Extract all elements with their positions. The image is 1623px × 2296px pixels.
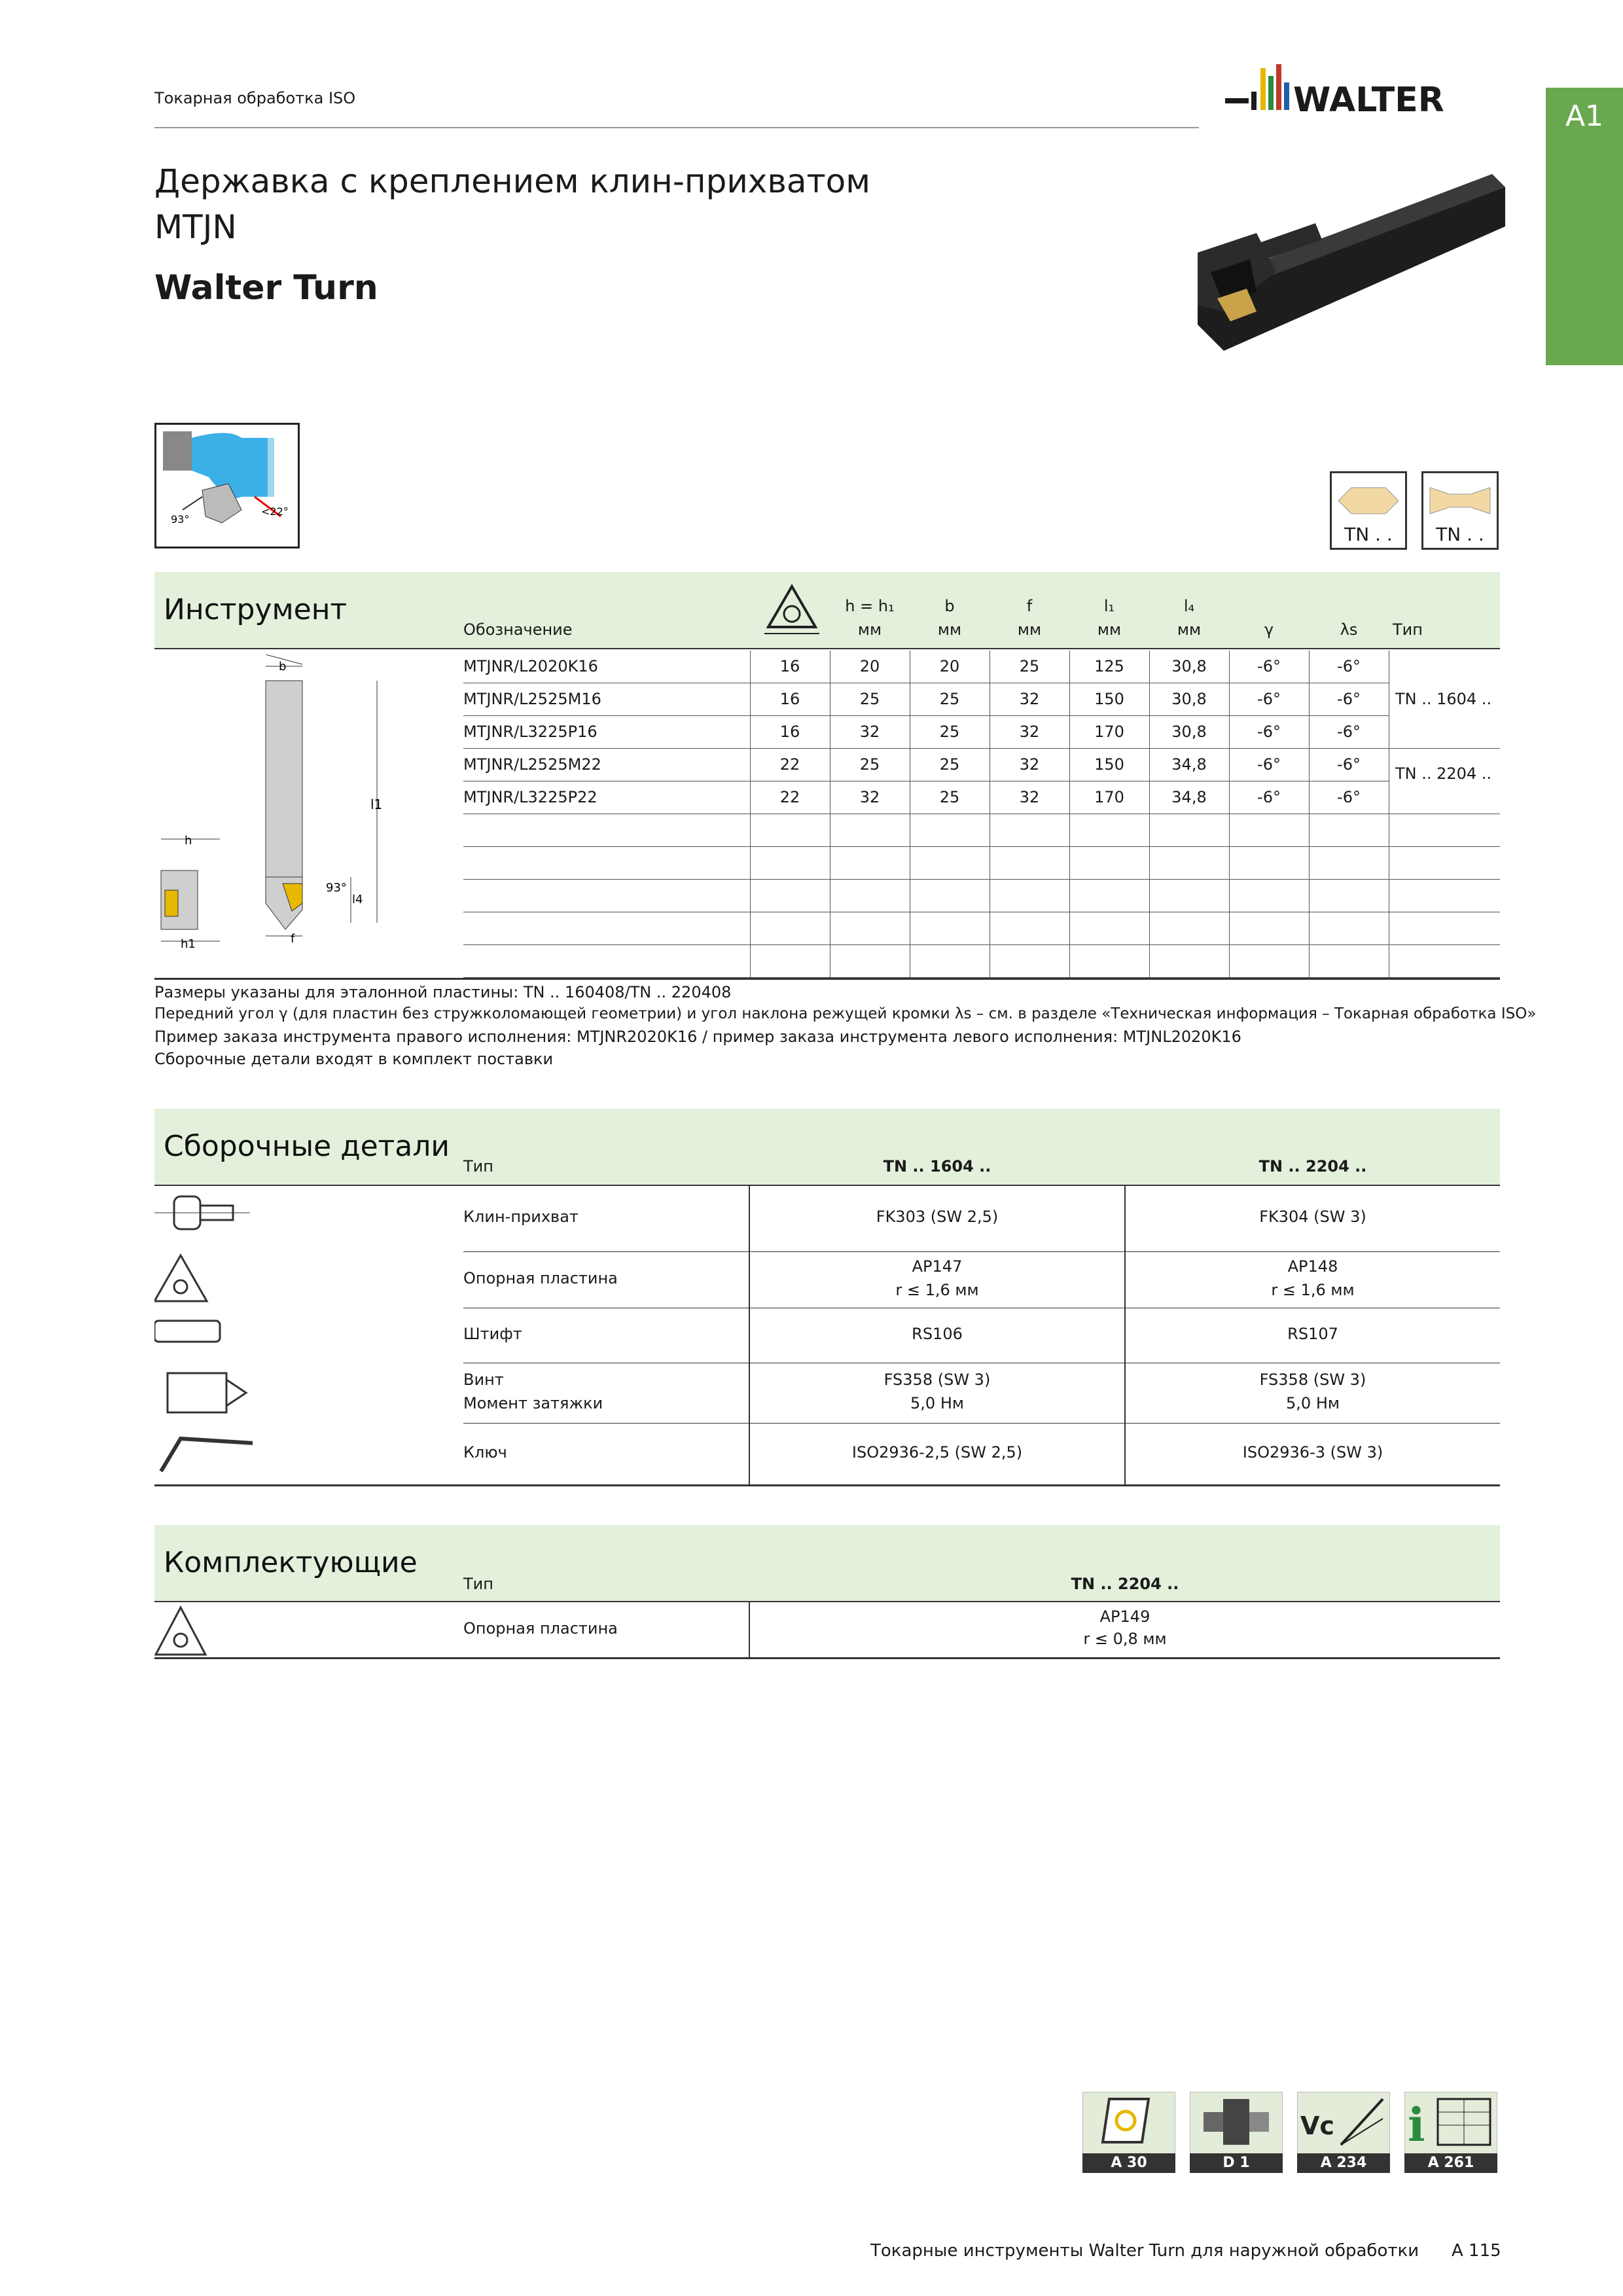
assembly-cell-b: FS358 (SW 3) <box>1259 1371 1366 1389</box>
assembly-cell-b: AP148 <box>1287 1257 1338 1276</box>
tool-cell-l1: 150 <box>1094 690 1124 708</box>
tool-col-line <box>1309 651 1310 978</box>
insert-icon-2 <box>1421 471 1499 550</box>
tool-cell-b: 25 <box>939 755 960 774</box>
tool-cell-l4: 30,8 <box>1171 657 1207 675</box>
application-diagram <box>154 423 300 548</box>
clamp-icon <box>154 1196 250 1229</box>
tool-cell-lambda: -6° <box>1337 657 1361 675</box>
accessories-col-a: TN .. 2204 .. <box>1071 1575 1179 1593</box>
tool-cell-gamma: -6° <box>1257 657 1281 675</box>
assembly-cell-b2: 5,0 Нм <box>1286 1394 1340 1412</box>
tool-cell-l1: 150 <box>1094 755 1124 774</box>
ref-a30[interactable]: A 30 <box>1082 2153 1175 2173</box>
tool-cell-lambda: -6° <box>1337 755 1361 774</box>
note-4: Сборочные детали входят в комплект поставки <box>154 1050 554 1068</box>
ref-a234[interactable]: A 234 <box>1297 2153 1390 2173</box>
tool-row-designation: MTJNR/L2020K16 <box>463 657 598 675</box>
tool-col-header-unit: мм <box>1097 620 1122 639</box>
assembly-divider-2 <box>1124 1185 1126 1484</box>
note-1: Размеры указаны для эталонной пластины: TN .. 160408/TN .. 220408 <box>154 983 732 1001</box>
assembly-cell-a: RS106 <box>912 1325 963 1343</box>
tool-cell-l1: 170 <box>1094 723 1124 741</box>
tool-cell-f: 32 <box>1019 788 1040 806</box>
tool-cell-ic: 22 <box>779 788 800 806</box>
tool-col-header-unit: мм <box>857 620 882 639</box>
accessories-bottom-line <box>154 1657 1500 1659</box>
tool-col-header-unit: мм <box>1177 620 1202 639</box>
header-divider <box>154 127 1199 128</box>
tool-col-line <box>1149 651 1150 978</box>
dim-f-label: f <box>291 932 295 946</box>
section-title: Токарная обработка ISO <box>154 89 356 107</box>
tool-col-header-unit: мм <box>937 620 962 639</box>
chapter-tab <box>1546 88 1623 365</box>
tool-cell-ic: 16 <box>779 690 800 708</box>
tool-cell-b: 25 <box>939 788 960 806</box>
tool-header-line <box>154 648 1500 649</box>
tool-cell-h: 32 <box>859 788 880 806</box>
tool-cell-l1: 125 <box>1094 657 1124 675</box>
tool-cell-l4: 30,8 <box>1171 690 1207 708</box>
assembly-col-b: TN .. 2204 .. <box>1258 1157 1367 1175</box>
assembly-header-line <box>154 1185 1500 1186</box>
tool-cell-l4: 34,8 <box>1171 755 1207 774</box>
ref-a261[interactable]: A 261 <box>1404 2153 1497 2173</box>
dim-l1-label: l1 <box>370 797 383 812</box>
assembly-cell-a: FK303 (SW 2,5) <box>876 1208 999 1226</box>
tool-col-header-unit: λs <box>1340 620 1358 639</box>
tool-cell-gamma: -6° <box>1257 755 1281 774</box>
svg-text:i: i <box>1408 2098 1425 2151</box>
accessory-shim-icon <box>154 1605 208 1659</box>
tool-bottom-line <box>154 978 1500 980</box>
tool-row-line <box>463 944 1500 945</box>
assembly-col-a: TN .. 1604 .. <box>883 1157 991 1175</box>
tool-cell-b: 25 <box>939 723 960 741</box>
tool-section-heading: Инструмент <box>164 593 348 626</box>
tool-cell-h: 25 <box>859 690 880 708</box>
tool-cell-f: 32 <box>1019 723 1040 741</box>
tool-cell-b: 20 <box>939 657 960 675</box>
dim-angle-label: 93° <box>326 881 347 895</box>
tool-row-designation: MTJNR/L3225P16 <box>463 723 597 741</box>
tool-col-header-unit: мм <box>1017 620 1042 639</box>
tool-cell-gamma: -6° <box>1257 690 1281 708</box>
dim-h-label: h <box>185 834 192 848</box>
tool-cell-lambda: -6° <box>1337 690 1361 708</box>
accessories-divider <box>749 1601 750 1657</box>
accessory-row-a2: r ≤ 0,8 мм <box>1083 1630 1167 1648</box>
accessory-row-name: Опорная пластина <box>463 1619 618 1638</box>
tool-cell-l1: 170 <box>1094 788 1124 806</box>
tool-col-header-top: b <box>944 597 955 615</box>
tool-cell-h: 20 <box>859 657 880 675</box>
tool-cell-ic: 16 <box>779 657 800 675</box>
key-icon <box>161 1439 253 1471</box>
tool-holder-image <box>1185 161 1505 397</box>
tool-col-line <box>1069 651 1070 978</box>
note-2: Передний угол γ (для пластин без стружколомающей геометрии) и угол наклона режущей кромки λs – см. в разделе «Техническая информация – Токарная обработка ISO» <box>154 1005 1537 1022</box>
assembly-divider-1 <box>749 1185 750 1484</box>
assembly-row-line <box>463 1251 1500 1252</box>
tool-type-group-2: TN .. 2204 .. <box>1395 764 1492 783</box>
accessories-section-heading: Комплектующие <box>164 1546 418 1579</box>
assembly-row-name2: Момент затяжки <box>463 1394 603 1412</box>
walter-logo <box>1225 63 1500 122</box>
footer-text: Токарные инструменты Walter Turn для наружной обработки <box>870 2241 1419 2261</box>
tool-cell-lambda: -6° <box>1337 723 1361 741</box>
assembly-cell-b: ISO2936-3 (SW 3) <box>1242 1443 1383 1462</box>
accessory-row-a: AP149 <box>1099 1607 1150 1626</box>
assembly-row-name: Штифт <box>463 1325 522 1343</box>
page-number: A 115 <box>1452 2241 1501 2261</box>
tool-cell-f: 32 <box>1019 690 1040 708</box>
page-title: Державка с креплением клин-прихватом <box>154 162 870 200</box>
tool-cell-ic: 22 <box>779 755 800 774</box>
shim-icon <box>154 1255 207 1301</box>
tool-cell-gamma: -6° <box>1257 723 1281 741</box>
tool-col-line <box>1229 651 1230 978</box>
assembly-section-heading: Сборочные детали <box>164 1130 450 1163</box>
tool-row-line <box>463 846 1500 847</box>
product-line: Walter Turn <box>154 268 378 308</box>
page-subtitle: MTJN <box>154 208 237 246</box>
assembly-row-name: Опорная пластина <box>463 1269 618 1287</box>
dim-b-label: b <box>279 660 287 673</box>
tool-col-header-top: l₁ <box>1103 597 1115 615</box>
accessories-header-line <box>154 1601 1500 1602</box>
assembly-row-line <box>463 1423 1500 1424</box>
insert-ic-icon <box>764 583 819 637</box>
col-designation: Обозначение <box>463 620 573 639</box>
assembly-cell-a: ISO2936-2,5 (SW 2,5) <box>851 1443 1023 1462</box>
tool-row-designation: MTJNR/L3225P22 <box>463 788 597 806</box>
dim-l4-label: l4 <box>352 893 363 906</box>
tool-col-header-unit: γ <box>1264 620 1274 639</box>
tool-dimension-drawing <box>154 655 390 969</box>
ref-d1[interactable]: D 1 <box>1190 2153 1283 2173</box>
accessories-col-type: Тип <box>463 1575 493 1593</box>
tool-cell-l4: 34,8 <box>1171 788 1207 806</box>
insert-icon-2-label: TN . . <box>1436 524 1484 545</box>
tool-cell-f: 32 <box>1019 755 1040 774</box>
assembly-cell-a: AP147 <box>912 1257 963 1276</box>
assembly-cell-a2: 5,0 Нм <box>910 1394 964 1412</box>
assembly-row-line <box>154 1484 1500 1486</box>
assembly-cell-b: RS107 <box>1287 1325 1338 1343</box>
tool-col-type: Тип <box>1393 620 1423 639</box>
approach-angle-label: 93° <box>171 513 190 526</box>
tool-cell-gamma: -6° <box>1257 788 1281 806</box>
tool-row-line <box>463 748 1389 749</box>
tool-col-header-top: l₄ <box>1183 597 1195 615</box>
svg-text:Vc: Vc <box>1300 2111 1334 2140</box>
tool-cell-h: 25 <box>859 755 880 774</box>
screw-icon <box>168 1373 246 1412</box>
tool-row-designation: MTJNR/L2525M22 <box>463 755 601 774</box>
dim-h1-label: h1 <box>181 937 196 951</box>
tool-cell-f: 25 <box>1019 657 1040 675</box>
assembly-row-name: Винт <box>463 1371 504 1389</box>
tool-row-line <box>463 879 1500 880</box>
assembly-icons <box>154 1190 253 1478</box>
tool-col-line <box>750 651 751 978</box>
tool-cell-ic: 16 <box>779 723 800 741</box>
assembly-row-name: Клин-прихват <box>463 1208 579 1226</box>
pin-icon <box>154 1321 220 1342</box>
assembly-cell-a: FS358 (SW 3) <box>883 1371 991 1389</box>
note-3: Пример заказа инструмента правого исполнения: MTJNR2020K16 / пример заказа инструмента левого исполнения: MTJNL2020K16 <box>154 1028 1241 1046</box>
tool-row-line <box>463 715 1389 716</box>
tool-cell-l4: 30,8 <box>1171 723 1207 741</box>
tool-cell-b: 25 <box>939 690 960 708</box>
insert-icon-1-label: TN . . <box>1344 524 1393 545</box>
assembly-cell-b: FK304 (SW 3) <box>1259 1208 1366 1226</box>
tool-cell-lambda: -6° <box>1337 788 1361 806</box>
assembly-row-name: Ключ <box>463 1443 507 1462</box>
chapter-tab-label: A1 <box>1565 99 1604 133</box>
tool-col-header-top: h = h₁ <box>845 597 895 615</box>
tool-cell-h: 32 <box>859 723 880 741</box>
brand-text: WALTER <box>1293 81 1444 120</box>
assembly-cell-a2: r ≤ 1,6 мм <box>895 1281 979 1299</box>
tool-type-sep <box>1389 748 1500 749</box>
tool-col-header-top: f <box>1026 597 1033 615</box>
tool-row-designation: MTJNR/L2525M16 <box>463 690 601 708</box>
tool-type-group-1: TN .. 1604 .. <box>1395 690 1492 708</box>
clearance-angle-label: <22° <box>261 505 289 518</box>
assembly-col-type: Тип <box>463 1157 493 1175</box>
insert-icon-1 <box>1330 471 1407 550</box>
assembly-cell-b2: r ≤ 1,6 мм <box>1271 1281 1355 1299</box>
